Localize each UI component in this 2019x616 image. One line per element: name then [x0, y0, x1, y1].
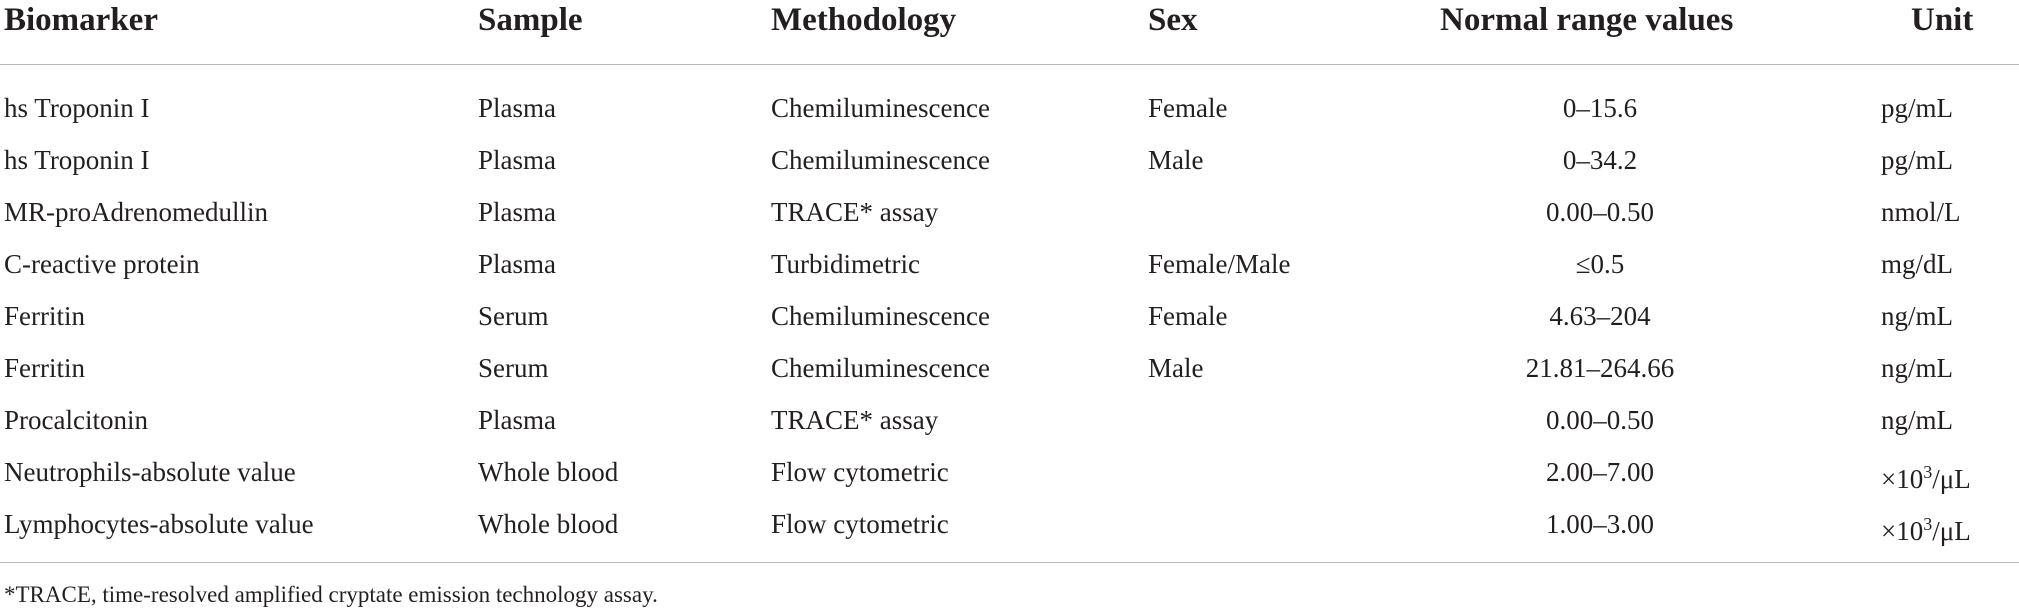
cell-unit: pg/mL: [1881, 145, 1953, 175]
cell-normal-range: 4.63–204: [1549, 301, 1651, 331]
table-row: [0, 298, 2019, 350]
cell-biomarker: Lymphocytes-absolute value: [4, 509, 314, 539]
unit-suffix: /μL: [1932, 516, 1971, 546]
cell-methodology: Chemiluminescence: [771, 145, 990, 175]
cell-methodology: Turbidimetric: [771, 249, 921, 279]
header-sex: Sex: [1148, 2, 1198, 38]
cell-methodology: Chemiluminescence: [771, 353, 990, 383]
unit-exponent: 3: [1923, 514, 1933, 534]
cell-unit: ng/mL: [1881, 405, 1953, 435]
header-methodology: Methodology: [771, 2, 957, 38]
cell-methodology: Flow cytometric: [771, 509, 949, 539]
cell-unit: nmol/L: [1881, 197, 1961, 227]
cell-normal-range: 1.00–3.00: [1546, 509, 1654, 539]
cell-biomarker: hs Troponin I: [4, 145, 150, 175]
cell-sex: Female: [1148, 301, 1228, 331]
header-divider: [0, 64, 2019, 65]
header-unit: Unit: [1911, 2, 1974, 38]
table-row: [0, 142, 2019, 194]
cell-normal-range: 0.00–0.50: [1546, 405, 1654, 435]
cell-biomarker: Ferritin: [4, 353, 85, 383]
table-row: [0, 454, 2019, 506]
cell-normal-range: 2.00–7.00: [1546, 457, 1654, 487]
cell-sex: Male: [1148, 145, 1204, 175]
cell-sex: Male: [1148, 353, 1204, 383]
cell-biomarker: Procalcitonin: [4, 405, 148, 435]
cell-methodology: Chemiluminescence: [771, 93, 990, 123]
unit-prefix: ×10: [1881, 464, 1924, 494]
table-row: [0, 90, 2019, 142]
cell-sample: Serum: [478, 353, 549, 383]
cell-normal-range: 0–15.6: [1562, 93, 1638, 123]
table-row: [0, 246, 2019, 298]
table-header: [0, 0, 2019, 64]
cell-unit: ng/mL: [1881, 353, 1953, 383]
cell-normal-range: 0.00–0.50: [1546, 197, 1654, 227]
header-biomarker: Biomarker: [4, 2, 158, 38]
table-row: [0, 402, 2019, 454]
cell-biomarker: hs Troponin I: [4, 93, 150, 123]
cell-sample: Plasma: [478, 197, 556, 227]
cell-methodology: TRACE* assay: [771, 197, 939, 227]
cell-sex: Female/Male: [1148, 249, 1291, 279]
cell-unit: [1881, 506, 1971, 549]
unit-exponent: 3: [1923, 462, 1933, 482]
cell-normal-range: ≤0.5: [1575, 249, 1625, 279]
unit-suffix: /μL: [1932, 464, 1971, 494]
table-row: [0, 506, 2019, 558]
table-row: [0, 350, 2019, 402]
cell-unit: pg/mL: [1881, 93, 1953, 123]
unit-prefix: ×10: [1881, 516, 1924, 546]
cell-sample: Whole blood: [478, 457, 619, 487]
cell-unit: ng/mL: [1881, 301, 1953, 331]
cell-methodology: TRACE* assay: [771, 405, 939, 435]
cell-biomarker: MR-proAdrenomedullin: [4, 197, 268, 227]
cell-sample: Serum: [478, 301, 549, 331]
cell-methodology: Flow cytometric: [771, 457, 949, 487]
table-bottom-divider: [0, 562, 2019, 563]
cell-biomarker: Ferritin: [4, 301, 85, 331]
cell-sample: Plasma: [478, 249, 556, 279]
header-sample: Sample: [478, 2, 583, 38]
cell-biomarker: Neutrophils-absolute value: [4, 457, 296, 487]
cell-sample: Whole blood: [478, 509, 619, 539]
header-normal-range: Normal range values: [1440, 2, 1734, 38]
cell-sample: Plasma: [478, 93, 556, 123]
cell-methodology: Chemiluminescence: [771, 301, 990, 331]
cell-unit: mg/dL: [1881, 249, 1953, 279]
cell-normal-range: 21.81–264.66: [1525, 353, 1675, 383]
table-row: [0, 194, 2019, 246]
cell-normal-range: 0–34.2: [1562, 145, 1638, 175]
cell-sex: Female: [1148, 93, 1228, 123]
cell-sample: Plasma: [478, 405, 556, 435]
cell-unit: [1881, 454, 1971, 497]
cell-biomarker: C-reactive protein: [4, 249, 200, 279]
cell-sample: Plasma: [478, 145, 556, 175]
table-footnote: *TRACE, time-resolved amplified cryptate emission technology assay.: [4, 582, 658, 607]
